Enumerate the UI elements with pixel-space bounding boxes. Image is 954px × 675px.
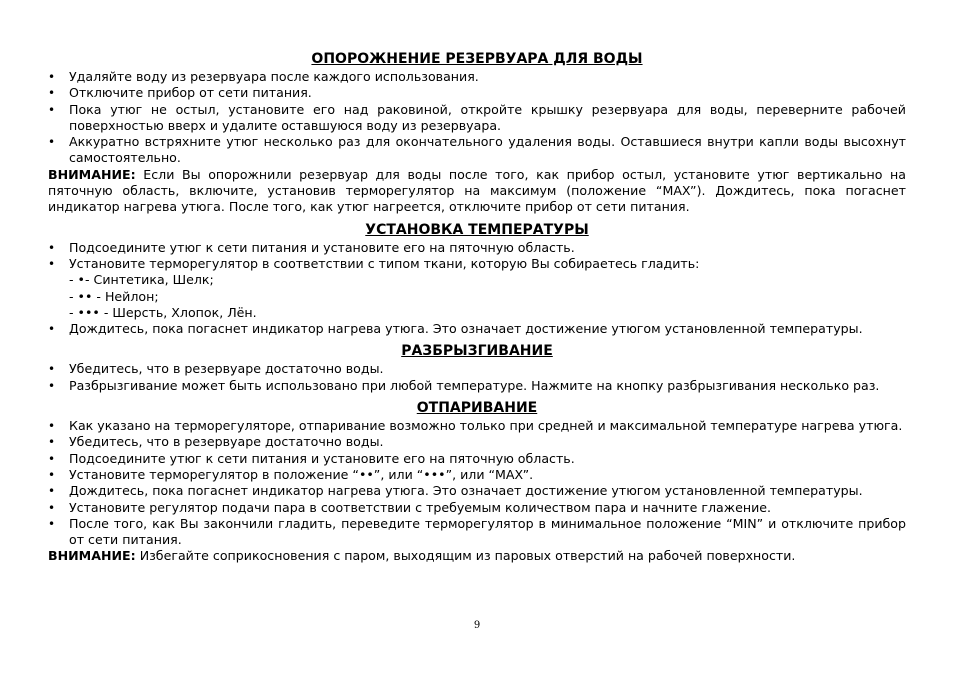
bullet-icon: • bbox=[48, 419, 56, 434]
list-item: • Дождитесь, пока погаснет индикатор нагрева утюга. Это означает достижение утюгом установленной температуры. bbox=[48, 321, 863, 337]
page-number: 9 bbox=[473, 620, 481, 631]
list-item: • Подсоедините утюг к сети питания и установите его на пяточную область. bbox=[48, 239, 575, 255]
bullet-icon: • bbox=[48, 102, 56, 117]
list-item: • Пока утюг не остыл, установите его над раковиной, откройте крышку резервуара для воды, переверните рабочей поверхностью вверх и удалите оставшуюся воду из резервуара. bbox=[48, 101, 906, 133]
list-item: • Удаляйте воду из резервуара после каждого использования. bbox=[48, 69, 479, 84]
bullet-icon: • bbox=[48, 256, 56, 271]
bullet-icon: • bbox=[48, 451, 56, 466]
fabric-setting-line: - •- Синтетика, Шелк; bbox=[69, 272, 214, 288]
bullet-icon: • bbox=[48, 362, 56, 377]
warning-label: ВНИМАНИЕ: bbox=[48, 548, 136, 564]
list-item: • Установите регулятор подачи пара в соответствии с требуемым количеством пара и начните глажение. bbox=[48, 499, 772, 515]
list-item: • Убедитесь, что в резервуаре достаточно воды. bbox=[48, 361, 384, 377]
bullet-icon: • bbox=[48, 322, 56, 337]
list-item: • Как указано на терморегуляторе, отпаривание возможно только при средней и максимальной температуре нагрева утюга. bbox=[48, 418, 903, 434]
bullet-icon: • bbox=[48, 500, 56, 515]
list-item: • Аккуратно встряхните утюг несколько раз для окончательного удаления воды. Оставшиеся внутри капли воды высохнут самостоятельно. bbox=[48, 134, 906, 166]
list-item: • Дождитесь, пока погаснет индикатор нагрева утюга. Это означает достижение утюгом установленной температуры. bbox=[48, 483, 863, 499]
list-item: • Установите терморегулятор в соответствии с типом ткани, которую Вы собираетесь гладить: bbox=[48, 255, 700, 271]
section-steaming bbox=[48, 398, 906, 565]
section-spraying bbox=[48, 341, 906, 394]
bullet-list bbox=[48, 418, 906, 548]
bullet-icon: • bbox=[48, 467, 56, 482]
list-item: • Подсоедините утюг к сети питания и установите его на пяточную область. bbox=[48, 450, 575, 466]
bullet-list bbox=[48, 240, 906, 273]
section-title: РАЗБРЫЗГИВАНИЕ bbox=[401, 343, 553, 360]
bullet-icon: • bbox=[48, 435, 56, 450]
list-item: • Разбрызгивание может быть использовано при любой температуре. Нажмите на кнопку разбрызгивания несколько раз. bbox=[48, 377, 880, 393]
list-item: • Отключите прибор от сети питания. bbox=[48, 85, 312, 101]
bullet-list bbox=[48, 69, 906, 167]
warning-note bbox=[48, 167, 906, 216]
list-item: • Установите терморегулятор в положение “••”, или “•••”, или “MAX”. bbox=[48, 466, 534, 482]
list-item: • Убедитесь, что в резервуаре достаточно воды. bbox=[48, 434, 384, 450]
warning-text: Если Вы опорожнили резервуар для воды после того, как прибор остыл, установите утюг вертикально на пяточную область, включите, установив терморегулятор на максимум (положение “MAX”). Дождитесь, пока погаснет индикатор нагрева утюга. После того, как утюг нагреется, отключите прибор от сети питания. bbox=[48, 166, 906, 215]
section-emptying-tank bbox=[48, 49, 906, 216]
bullet-icon: • bbox=[48, 484, 56, 499]
bullet-icon: • bbox=[48, 378, 56, 393]
bullet-icon: • bbox=[48, 516, 56, 531]
warning-note bbox=[48, 548, 906, 564]
bullet-icon: • bbox=[48, 240, 56, 255]
fabric-setting-line: - •• - Нейлон; bbox=[69, 288, 159, 304]
bullet-list bbox=[48, 321, 906, 337]
section-title: ОТПАРИВАНИЕ bbox=[416, 400, 538, 417]
bullet-list bbox=[48, 361, 906, 394]
warning-label: ВНИМАНИЕ: bbox=[48, 166, 136, 182]
section-title: ОПОРОЖНЕНИЕ РЕЗЕРВУАРА ДЛЯ ВОДЫ bbox=[311, 51, 643, 67]
list-item: • После того, как Вы закончили гладить, переведите терморегулятор в минимальное положение “MIN” и отключите прибор от сети питания. bbox=[48, 515, 906, 548]
section-temperature-setting bbox=[48, 220, 906, 338]
section-title: УСТАНОВКА ТЕМПЕРАТУРЫ bbox=[365, 221, 589, 238]
warning-text: Избегайте соприкосновения с паром, выходящим из паровых отверстий на рабочей поверхности. bbox=[135, 548, 796, 564]
bullet-icon: • bbox=[48, 86, 56, 101]
fabric-setting-line: - ••• - Шерсть, Хлопок, Лён. bbox=[69, 304, 257, 320]
bullet-icon: • bbox=[48, 70, 56, 84]
bullet-icon: • bbox=[48, 135, 56, 150]
